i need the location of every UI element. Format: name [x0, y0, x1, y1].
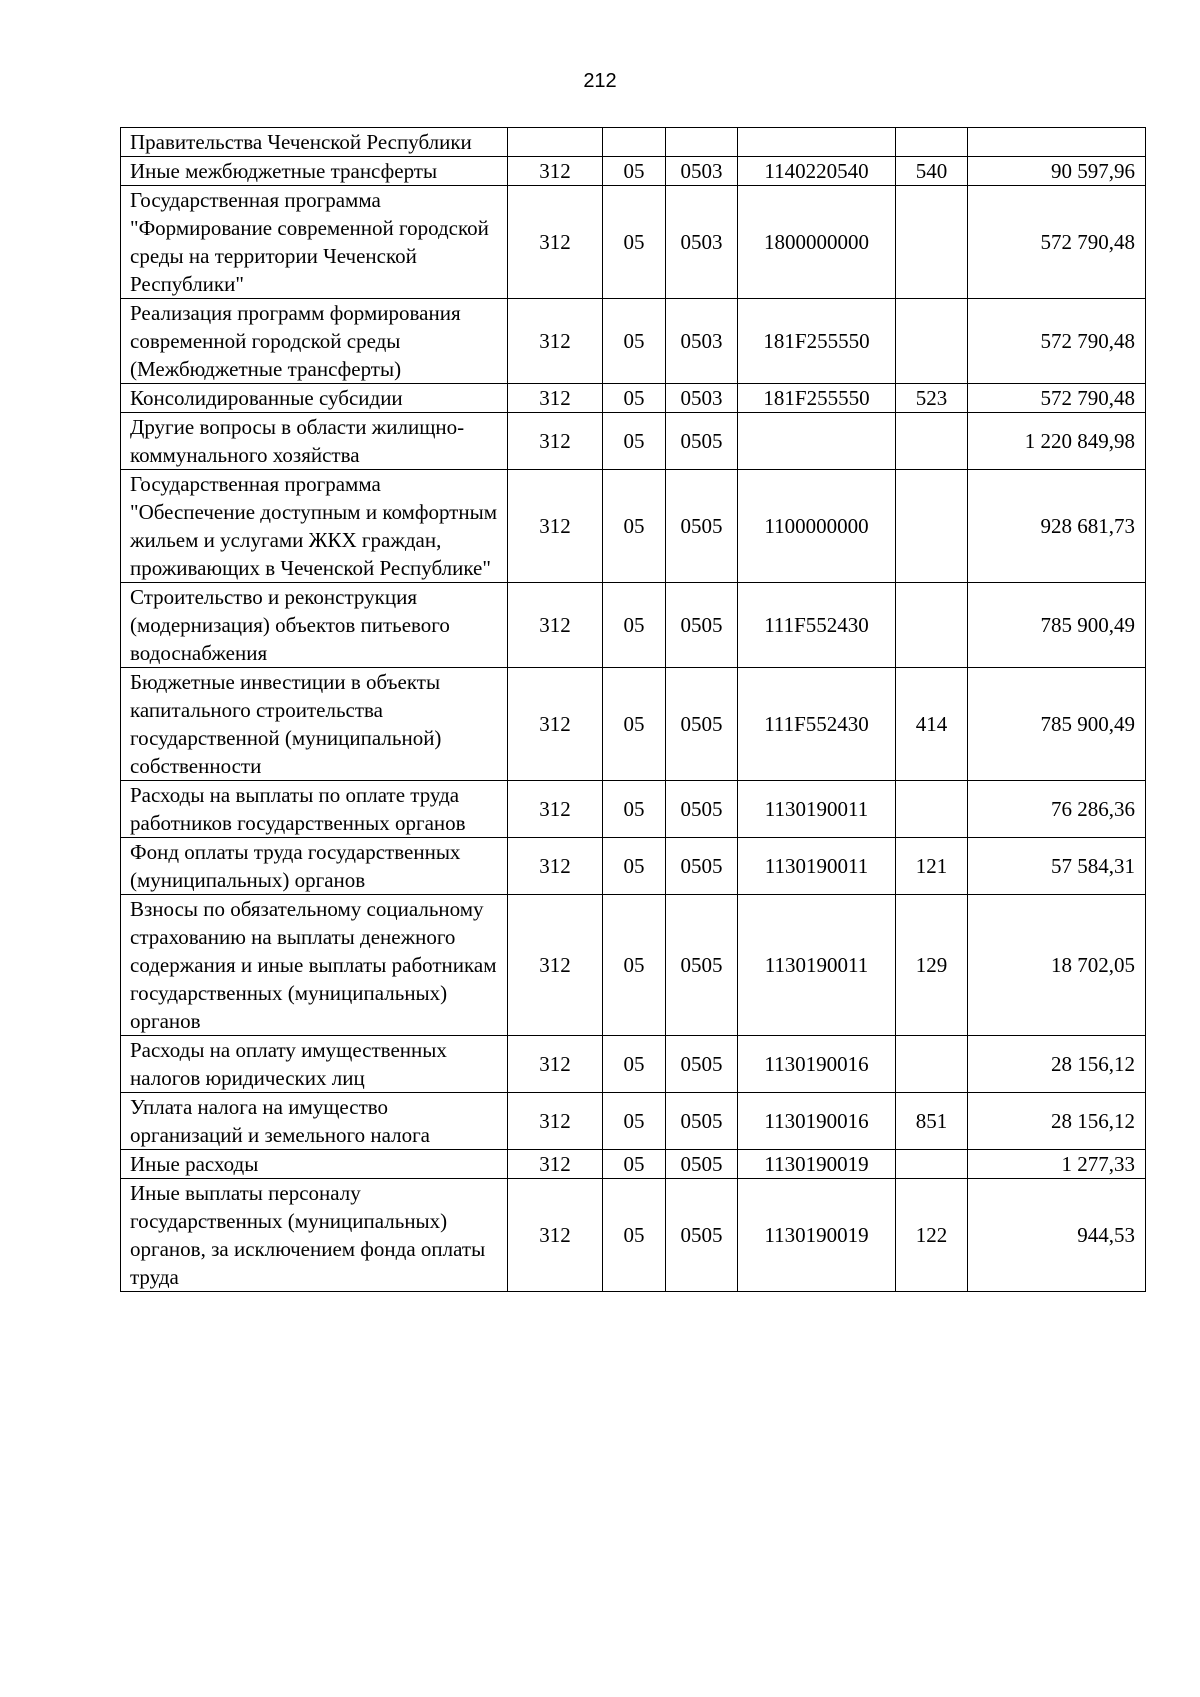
expense-type-code: 414: [896, 668, 968, 781]
amount: 18 702,05: [968, 895, 1146, 1036]
item-name: Расходы на выплаты по оплате труда работников государственных органов: [121, 781, 508, 838]
page-number: 212: [583, 70, 617, 92]
amount: 1 220 849,98: [968, 413, 1146, 470]
target-article-code: 1800000000: [738, 186, 896, 299]
target-article-code: 1130190019: [738, 1150, 896, 1179]
subsection-code: 0503: [666, 384, 738, 413]
subsection-code: [666, 128, 738, 157]
target-article-code: 181F255550: [738, 384, 896, 413]
table-row: [121, 781, 1146, 838]
amount: 785 900,49: [968, 668, 1146, 781]
grbs-code: 312: [508, 157, 603, 186]
table-row: [121, 186, 1146, 299]
target-article-code: 181F255550: [738, 299, 896, 384]
subsection-code: 0505: [666, 1093, 738, 1150]
subsection-code: 0505: [666, 1179, 738, 1292]
section-code: 05: [603, 668, 666, 781]
expense-type-code: [896, 1036, 968, 1093]
table-row: [121, 838, 1146, 895]
grbs-code: 312: [508, 1093, 603, 1150]
section-code: 05: [603, 413, 666, 470]
expense-type-code: [896, 413, 968, 470]
expense-type-code: [896, 583, 968, 668]
expense-type-code: 523: [896, 384, 968, 413]
amount: 76 286,36: [968, 781, 1146, 838]
expense-type-code: [896, 128, 968, 157]
expense-type-code: [896, 299, 968, 384]
expense-type-code: 540: [896, 157, 968, 186]
item-name: Правительства Чеченской Республики: [121, 128, 508, 157]
grbs-code: 312: [508, 1036, 603, 1093]
expense-type-code: [896, 781, 968, 838]
grbs-code: 312: [508, 583, 603, 668]
section-code: 05: [603, 583, 666, 668]
section-code: 05: [603, 1150, 666, 1179]
subsection-code: 0503: [666, 186, 738, 299]
grbs-code: 312: [508, 1150, 603, 1179]
target-article-code: 1130190016: [738, 1093, 896, 1150]
subsection-code: 0505: [666, 895, 738, 1036]
grbs-code: 312: [508, 668, 603, 781]
section-code: [603, 128, 666, 157]
target-article-code: 1130190011: [738, 838, 896, 895]
table-row: [121, 1036, 1146, 1093]
target-article-code: 111F552430: [738, 583, 896, 668]
expense-type-code: [896, 186, 968, 299]
amount: 944,53: [968, 1179, 1146, 1292]
target-article-code: 1130190019: [738, 1179, 896, 1292]
section-code: 05: [603, 895, 666, 1036]
target-article-code: [738, 413, 896, 470]
section-code: 05: [603, 157, 666, 186]
item-name: Иные выплаты персоналу государственных (муниципальных) органов, за исключением фонда оплаты труда: [121, 1179, 508, 1292]
amount: 28 156,12: [968, 1093, 1146, 1150]
item-name: Расходы на оплату имущественных налогов юридических лиц: [121, 1036, 508, 1093]
amount: [968, 128, 1146, 157]
item-name: Иные расходы: [121, 1150, 508, 1179]
subsection-code: 0505: [666, 583, 738, 668]
amount: 928 681,73: [968, 470, 1146, 583]
expense-type-code: [896, 470, 968, 583]
subsection-code: 0505: [666, 838, 738, 895]
target-article-code: 1100000000: [738, 470, 896, 583]
target-article-code: 111F552430: [738, 668, 896, 781]
target-article-code: 1140220540: [738, 157, 896, 186]
grbs-code: 312: [508, 413, 603, 470]
grbs-code: 312: [508, 781, 603, 838]
item-name: Бюджетные инвестиции в объекты капитального строительства государственной (муниципальной) собственности: [121, 668, 508, 781]
grbs-code: [508, 128, 603, 157]
section-code: 05: [603, 186, 666, 299]
table-row: [121, 413, 1146, 470]
item-name: Взносы по обязательному социальному страхованию на выплаты денежного содержания и иные выплаты работникам государственных (муниципальных) органов: [121, 895, 508, 1036]
expense-type-code: 129: [896, 895, 968, 1036]
grbs-code: 312: [508, 299, 603, 384]
target-article-code: 1130190016: [738, 1036, 896, 1093]
expense-type-code: 121: [896, 838, 968, 895]
section-code: 05: [603, 781, 666, 838]
amount: 785 900,49: [968, 583, 1146, 668]
table-row: [121, 470, 1146, 583]
budget-table: [120, 127, 1146, 1292]
target-article-code: [738, 128, 896, 157]
table-row: [121, 128, 1146, 157]
grbs-code: 312: [508, 186, 603, 299]
expense-type-code: 122: [896, 1179, 968, 1292]
table-row: [121, 299, 1146, 384]
amount: 572 790,48: [968, 186, 1146, 299]
subsection-code: 0503: [666, 299, 738, 384]
amount: 57 584,31: [968, 838, 1146, 895]
item-name: Иные межбюджетные трансферты: [121, 157, 508, 186]
subsection-code: 0503: [666, 157, 738, 186]
expense-type-code: 851: [896, 1093, 968, 1150]
section-code: 05: [603, 1093, 666, 1150]
table-row: [121, 1150, 1146, 1179]
item-name: Строительство и реконструкция (модернизация) объектов питьевого водоснабжения: [121, 583, 508, 668]
subsection-code: 0505: [666, 470, 738, 583]
subsection-code: 0505: [666, 668, 738, 781]
section-code: 05: [603, 470, 666, 583]
grbs-code: 312: [508, 1179, 603, 1292]
section-code: 05: [603, 838, 666, 895]
section-code: 05: [603, 1036, 666, 1093]
section-code: 05: [603, 299, 666, 384]
target-article-code: 1130190011: [738, 895, 896, 1036]
grbs-code: 312: [508, 895, 603, 1036]
item-name: Государственная программа "Формирование современной городской среды на территории Чеченской Республики": [121, 186, 508, 299]
amount: 90 597,96: [968, 157, 1146, 186]
subsection-code: 0505: [666, 1036, 738, 1093]
amount: 1 277,33: [968, 1150, 1146, 1179]
amount: 572 790,48: [968, 299, 1146, 384]
budget-table-body: [121, 128, 1146, 1292]
subsection-code: 0505: [666, 781, 738, 838]
grbs-code: 312: [508, 838, 603, 895]
table-row: [121, 895, 1146, 1036]
section-code: 05: [603, 384, 666, 413]
table-row: [121, 583, 1146, 668]
target-article-code: 1130190011: [738, 781, 896, 838]
section-code: 05: [603, 1179, 666, 1292]
table-row: [121, 1179, 1146, 1292]
item-name: Другие вопросы в области жилищно-коммунального хозяйства: [121, 413, 508, 470]
item-name: Государственная программа "Обеспечение доступным и комфортным жильем и услугами ЖКХ граждан, проживающих в Чеченской Республике": [121, 470, 508, 583]
amount: 28 156,12: [968, 1036, 1146, 1093]
table-row: [121, 1093, 1146, 1150]
subsection-code: 0505: [666, 413, 738, 470]
item-name: Реализация программ формирования современной городской среды (Межбюджетные трансферты): [121, 299, 508, 384]
subsection-code: 0505: [666, 1150, 738, 1179]
item-name: Уплата налога на имущество организаций и земельного налога: [121, 1093, 508, 1150]
expense-type-code: [896, 1150, 968, 1179]
table-row: [121, 668, 1146, 781]
item-name: Фонд оплаты труда государственных (муниципальных) органов: [121, 838, 508, 895]
grbs-code: 312: [508, 470, 603, 583]
item-name: Консолидированные субсидии: [121, 384, 508, 413]
table-row: [121, 157, 1146, 186]
amount: 572 790,48: [968, 384, 1146, 413]
table-row: [121, 384, 1146, 413]
grbs-code: 312: [508, 384, 603, 413]
